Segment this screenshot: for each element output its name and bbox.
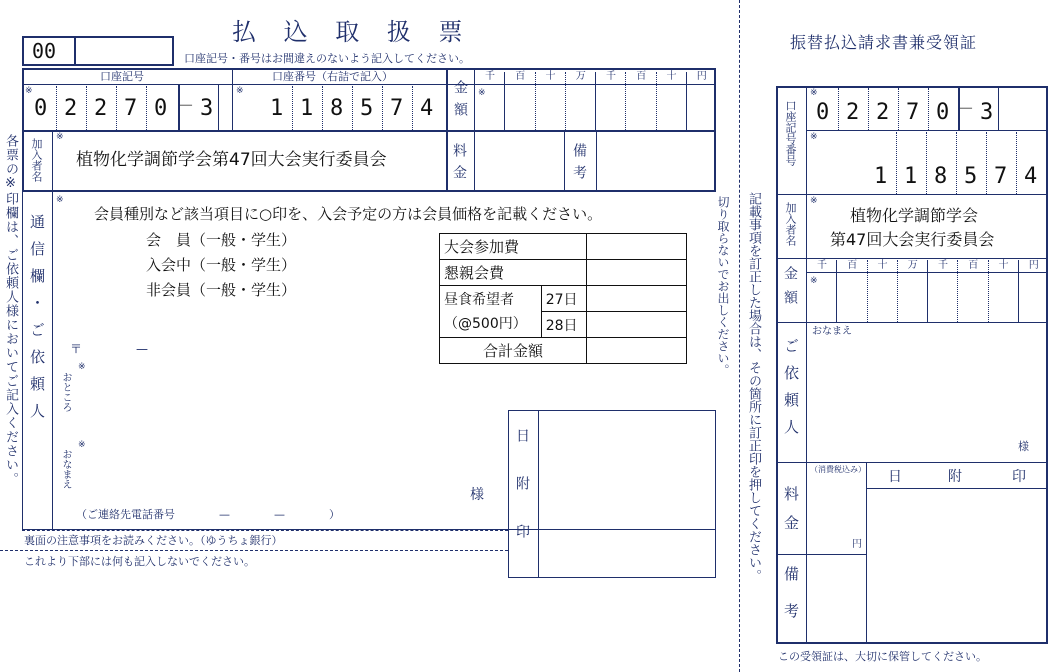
account-number-digit: 1: [270, 96, 284, 121]
amount-divider: [625, 72, 626, 130]
receipt-number-digit: 4: [1024, 164, 1038, 189]
receipt-number-digit: 1: [874, 164, 888, 189]
phone-label: （ご連絡先電話番号 — — ）: [76, 508, 340, 521]
account-symbol-label: 口座記号: [100, 70, 144, 83]
digit-divider: [322, 86, 323, 130]
lunch-day-27: 27日: [541, 286, 586, 312]
receipt-subscriber-line2: 第47回大会実行委員会: [830, 230, 995, 249]
receipt-hyphen-mark: －: [958, 99, 975, 118]
receipt-amount-label: 金額: [782, 266, 798, 314]
receipt-symbol-digit: 7: [906, 100, 920, 125]
receipt-stamp-fu: 附: [948, 469, 962, 485]
account-symbol-digit: 2: [94, 96, 108, 121]
member-type-1: 会 員（一般・学生）: [146, 231, 297, 249]
account-number-digit: 1: [300, 96, 314, 121]
receipt-amount-divider: [1018, 260, 1019, 322]
receipt-amount-divider: [927, 260, 928, 322]
address-label: おところ: [60, 372, 71, 412]
receipt-amount-divider: [897, 260, 898, 322]
total-label: 合計金額: [440, 338, 587, 364]
receipt-symbol-digit: 0: [816, 100, 830, 125]
digit-divider: [56, 86, 57, 130]
receipt-amount-asterisk: ※: [810, 276, 818, 286]
digit-divider: [898, 88, 899, 130]
account-number-digit: 8: [330, 96, 344, 121]
conference-fee-label: 大会参加費: [440, 234, 587, 260]
comm-column-label: 通信欄・ご依頼人: [28, 214, 46, 430]
digit-divider: [116, 86, 117, 130]
account-symbol-asterisk: ※: [25, 86, 33, 96]
subscriber-asterisk: ※: [56, 132, 64, 142]
receipt-symbol-digit: 2: [876, 100, 890, 125]
back-note: 裏面の注意事項をお読みください。（ゆうちょ銀行）: [24, 534, 283, 547]
receipt-title: 振替払込請求書兼受領証: [790, 33, 978, 52]
account-symbol-digit: 0: [34, 96, 48, 121]
lunch-label-line1: 昼食希望者: [444, 291, 514, 308]
instruction-text: 会員種別など該当項目に○印を、入会予定の方は会員価格を記載ください。: [94, 205, 603, 223]
amount-divider: [565, 72, 566, 130]
receipt-tax-included: （消費税込み）: [810, 465, 866, 474]
receipt-amount-unit-label: 円: [1028, 260, 1039, 271]
member-type-3: 非会員（一般・学生）: [146, 281, 297, 299]
subscriber-name: 植物化学調節学会第47回大会実行委員会: [76, 150, 387, 170]
receipt-amount-unit-label: 万: [907, 260, 918, 271]
receipt-amount-unit-label: 百: [968, 260, 979, 271]
form-title: 払 込 取 扱 票: [232, 18, 473, 46]
account-number-digit: 4: [420, 96, 434, 121]
amount-unit-label: 百: [636, 71, 647, 82]
receipt-amount-unit-label: 十: [998, 260, 1009, 271]
amount-unit-label: 百: [515, 71, 526, 82]
digit-divider: [292, 86, 293, 130]
amount-divider: [535, 72, 536, 130]
digit-divider: [956, 132, 957, 194]
receipt-number-digit: 7: [994, 164, 1008, 189]
receipt-amount-divider: [867, 260, 868, 322]
lunch-day-28: 28日: [541, 312, 586, 338]
correction-note: 記載事項を訂正した場合は、その箇所に訂正印を押してください。: [746, 192, 761, 582]
digit-divider: [146, 86, 147, 130]
amount-divider: [656, 72, 657, 130]
amount-unit-label: 十: [666, 71, 677, 82]
receipt-number-digit: 1: [904, 164, 918, 189]
account-symbol-digit: 7: [124, 96, 138, 121]
amount-divider: [504, 72, 505, 130]
digit-divider: [1016, 132, 1017, 194]
digit-divider: [868, 88, 869, 130]
banquet-fee-value[interactable]: [587, 260, 687, 286]
account-note: 口座記号・番号はお間違えのないよう記入してください。: [184, 52, 470, 65]
receipt-symbol-asterisk: ※: [810, 88, 818, 98]
receipt-amount-unit-label: 千: [938, 260, 948, 271]
digit-divider: [986, 132, 987, 194]
receipt-yen: 円: [852, 539, 862, 550]
receipt-check-digit: 3: [980, 100, 994, 125]
remarks-label: 備考: [571, 143, 587, 187]
digit-divider: [838, 88, 839, 130]
receipt-amount-divider: [957, 260, 958, 322]
lunch-day-28-value[interactable]: [587, 312, 687, 338]
receipt-account-label: 口座記号番号: [784, 100, 797, 166]
amount-unit-label: 千: [485, 71, 495, 82]
total-value[interactable]: [587, 338, 687, 364]
receipt-amount-divider: [988, 260, 989, 322]
member-type-2: 入会中（一般・学生）: [146, 256, 297, 274]
account-number-asterisk: ※: [236, 86, 244, 96]
fee-label: 料金: [451, 143, 467, 187]
receipt-number-asterisk: ※: [810, 132, 818, 142]
name-label: おなまえ: [60, 449, 71, 489]
account-number-label: 口座番号（右詰で記入）: [272, 70, 393, 83]
receipt-number-digit: 8: [934, 164, 948, 189]
digit-divider: [382, 86, 383, 130]
receipt-amount-unit-label: 千: [817, 260, 827, 271]
amount-divider: [686, 72, 687, 130]
account-prefix-value: 00: [32, 39, 57, 63]
receipt-subscriber-label: 加入者名: [784, 202, 797, 246]
digit-divider: [86, 86, 87, 130]
postal-mark: 〒: [70, 342, 83, 356]
amount-unit-label: 万: [575, 71, 586, 82]
receipt-amount-unit-label: 十: [877, 260, 888, 271]
receipt-amount-unit-label: 百: [847, 260, 858, 271]
receipt-subscriber-asterisk: ※: [810, 196, 818, 206]
postal-dash: —: [136, 342, 148, 356]
amount-unit-label: 千: [606, 71, 616, 82]
receipt-requester-label: ご依頼人: [782, 338, 800, 446]
receipt-stamp-in: 印: [1012, 469, 1026, 485]
account-symbol-digit: 0: [154, 96, 168, 121]
left-side-note: 各票の※印欄は、ご依頼人様においてご記入ください。: [3, 134, 18, 486]
receipt-sama: 様: [1018, 440, 1029, 453]
account-symbol-digit: 2: [64, 96, 78, 121]
amount-asterisk: ※: [478, 88, 486, 98]
bottom-note: これより下部には何も記入しないでください。: [24, 555, 255, 568]
amount-unit-label: 円: [696, 71, 707, 82]
receipt-stamp-day: 日: [888, 469, 902, 485]
amount-unit-label: 十: [545, 71, 556, 82]
conference-fee-value[interactable]: [587, 234, 687, 260]
amount-label: 金額: [452, 80, 468, 124]
digit-divider: [412, 86, 413, 130]
tear-note: 切り取らないでお出しください。: [716, 196, 730, 376]
fee-table: [439, 233, 687, 364]
digit-divider: [896, 132, 897, 194]
amount-divider: [595, 72, 596, 130]
receipt-remarks-label: 備考: [782, 566, 800, 640]
receipt-subscriber-line1: 植物化学調節学会: [850, 206, 979, 225]
account-hyphen-mark: －: [178, 96, 195, 115]
account-number-digit: 7: [390, 96, 404, 121]
lunch-label: [440, 286, 542, 338]
lunch-day-27-value[interactable]: [587, 286, 687, 312]
receipt-keep-note: この受領証は、大切に保管してください。: [778, 650, 987, 663]
receipt-name-small: おなまえ: [812, 326, 852, 337]
address-asterisk: ※: [78, 362, 86, 372]
receipt-number-digit: 5: [964, 164, 978, 189]
banquet-fee-label: 懇親会費: [440, 260, 587, 286]
digit-divider: [926, 132, 927, 194]
receipt-amount-divider: [836, 260, 837, 322]
receipt-symbol-digit: 2: [846, 100, 860, 125]
receipt-symbol-digit: 0: [936, 100, 950, 125]
date-stamp-label: 日附印: [514, 428, 530, 572]
name-asterisk: ※: [78, 440, 86, 450]
lunch-label-line2: （@500円）: [444, 315, 527, 332]
account-check-digit: 3: [200, 96, 214, 121]
sama-label: 様: [470, 487, 484, 503]
digit-divider: [352, 86, 353, 130]
digit-divider: [928, 88, 929, 130]
receipt-fee-label: 料金: [782, 486, 800, 544]
subscriber-label: 加入者名: [30, 138, 43, 182]
comm-asterisk: ※: [56, 195, 64, 205]
date-stamp-box: [508, 410, 716, 578]
account-number-digit: 5: [360, 96, 374, 121]
